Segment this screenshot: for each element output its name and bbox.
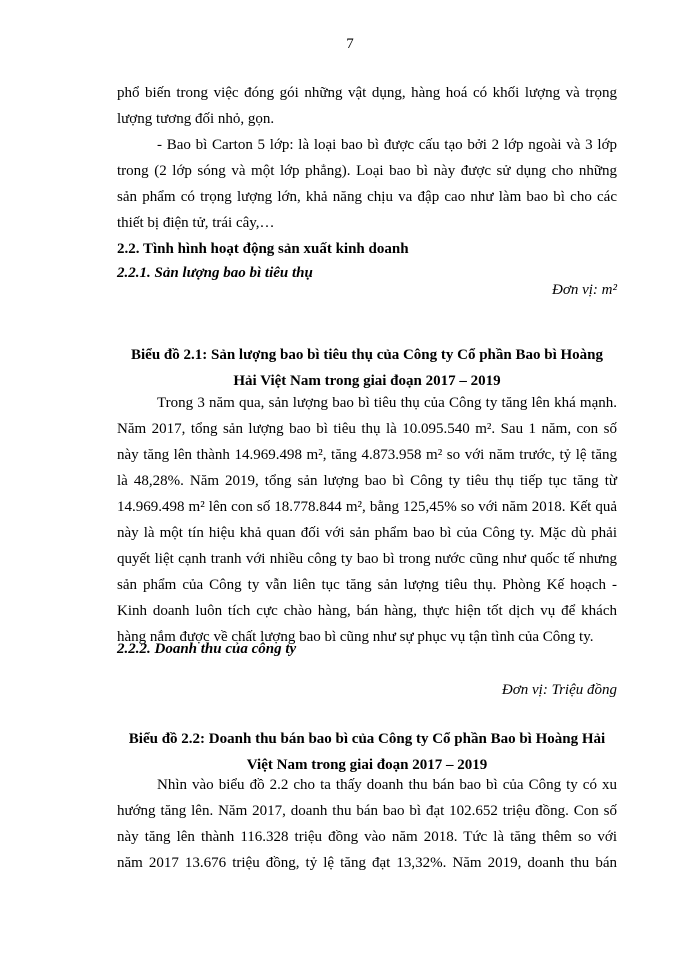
text-line: Năm 2017, tổng sản lượng bao bì tiêu thụ là 10.095.540 m². Sau 1 năm, con số xyxy=(117,421,617,437)
text-line: Kinh doanh luôn tích cực chào hàng, bán hàng, thực hiện tốt dịch vụ để khách xyxy=(117,603,617,619)
text-line: 14.969.498 m² lên con số 18.778.844 m², bằng 125,45% so với năm 2018. Kết quả xyxy=(117,499,617,515)
paragraph-revenue-analysis xyxy=(117,772,617,876)
caption-line: Hải Việt Nam trong giai đoạn 2017 – 2019 xyxy=(233,373,501,389)
paragraph-output-analysis xyxy=(117,390,617,650)
text-line: này tăng lên thành 14.969.498 m², tăng 4.873.958 m² so với năm trước, tỷ lệ tăng xyxy=(117,447,617,463)
text-line: này tăng lên thành 116.328 triệu đồng vào năm 2018. Tức là tăng thêm so với xyxy=(117,829,617,845)
caption-line: Việt Nam trong giai đoạn 2017 – 2019 xyxy=(246,757,488,773)
text-line: phổ biến trong việc đóng gói những vật dụng, hàng hoá có khối lượng và trọng xyxy=(117,85,617,101)
text-line: lượng tương đối nhỏ, gọn. xyxy=(117,111,275,127)
text-line: là 48,28%. Năm 2019, tổng sản lượng bao bì Công ty tiêu thụ tiếp tục tăng từ xyxy=(117,473,617,489)
text-line: Nhìn vào biểu đồ 2.2 cho ta thấy doanh thu bán bao bì của Công ty có xu xyxy=(157,777,617,793)
unit-label-2: Đơn vị: Triệu đồng xyxy=(501,682,617,698)
section-heading-2-2: 2.2. Tình hình hoạt động sản xuất kinh doanh xyxy=(117,241,409,257)
text-line: năm 2017 13.676 triệu đồng, tỷ lệ tăng đạt 13,32%. Năm 2019, doanh thu bán xyxy=(117,855,617,871)
caption-line: Biểu đồ 2.1: Sản lượng bao bì tiêu thụ của Công ty Cổ phần Bao bì Hoàng xyxy=(130,347,603,363)
paragraph-packaging-small xyxy=(117,80,617,132)
text-line: sản phẩm của Công ty vẫn liên tục tăng sản lượng tiêu thụ. Phòng Kế hoạch - xyxy=(117,577,617,593)
chart-caption-2-2 xyxy=(117,726,617,778)
text-line: này là một tín hiệu khả quan đối với sản phẩm bao bì của Công ty. Mặc dù phải xyxy=(117,525,617,541)
unit-label-1: Đơn vị: m² xyxy=(552,282,617,298)
text-line: thiết bị điện tử, trái cây,… xyxy=(117,215,275,231)
text-line: Trong 3 năm qua, sản lượng bao bì tiêu thụ của Công ty tăng lên khá mạnh. xyxy=(157,395,617,411)
text-line: trong (2 lớp sóng và một lớp phẳng). Loại bao bì này được sử dụng cho những xyxy=(117,163,617,179)
text-line: - Bao bì Carton 5 lớp: là loại bao bì được cấu tạo bởi 2 lớp ngoài và 3 lớp xyxy=(157,137,617,153)
caption-line: Biểu đồ 2.2: Doanh thu bán bao bì của Công ty Cổ phần Bao bì Hoàng Hải xyxy=(128,731,606,747)
text-line: hướng tăng lên. Năm 2017, doanh thu bán bao bì đạt 102.652 triệu đồng. Con số xyxy=(117,803,617,819)
paragraph-carton-5-layer xyxy=(117,132,617,236)
section-heading-2-2-1: 2.2.1. Sản lượng bao bì tiêu thụ xyxy=(117,265,313,281)
text-line: quyết liệt cạnh tranh với nhiều công ty bao bì trong nước cũng như quốc tế nhưng xyxy=(117,551,617,567)
text-line: sản phẩm có trọng lượng lớn, khả năng chịu va đập cao như làm bao bì cho các xyxy=(117,189,617,205)
page-number: 7 xyxy=(346,36,354,52)
text-line: hàng nắm được về chất lượng bao bì cũng như sự phục vụ tận tình của Công ty. xyxy=(117,629,594,645)
section-heading-2-2-2: 2.2.2. Doanh thu của công ty xyxy=(117,641,297,657)
chart-caption-2-1 xyxy=(117,342,617,394)
